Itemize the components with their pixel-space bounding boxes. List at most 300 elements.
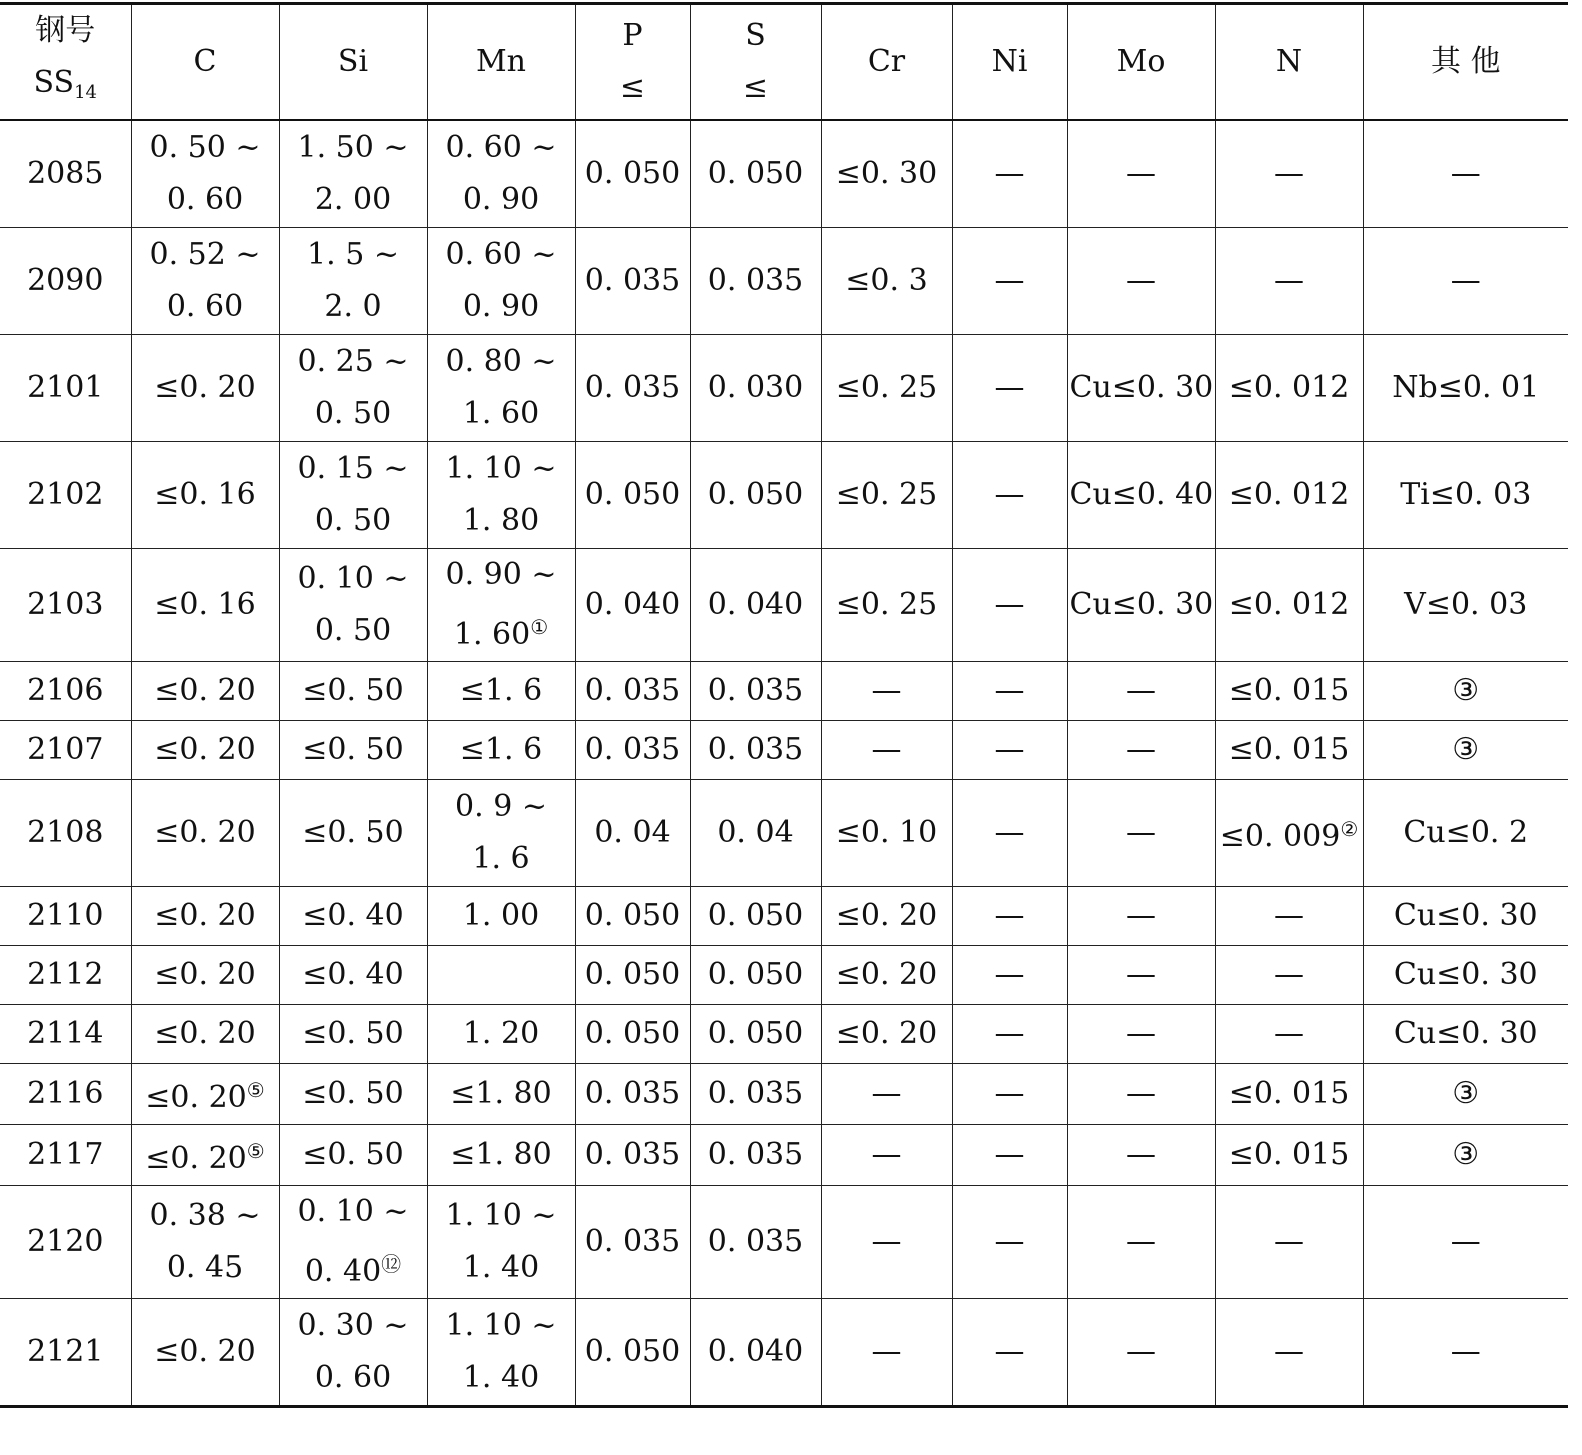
cell-mo xyxy=(1067,228,1215,335)
cell-n-value: ≤0. 015 xyxy=(1228,1076,1350,1111)
cell-si xyxy=(279,1005,427,1064)
cell-mo-value: — xyxy=(1126,156,1156,191)
cell-c-value: ≤0. 20 xyxy=(154,957,256,992)
cell-ni xyxy=(952,780,1067,887)
cell-mn xyxy=(427,1005,575,1064)
cell-c xyxy=(131,1125,279,1186)
cell-cr-value: ≤0. 20 xyxy=(835,957,938,992)
cell-mn-value: 0. 90 xyxy=(462,289,540,324)
cell-si-line xyxy=(282,281,425,333)
cell-mo xyxy=(1067,721,1215,780)
header-mn: Mn xyxy=(427,4,575,121)
cell-other xyxy=(1363,1125,1568,1186)
cell-si xyxy=(279,1064,427,1125)
cell-si-line xyxy=(282,443,425,495)
cell-n-value: ≤0. 012 xyxy=(1228,370,1350,405)
cell-n-value: — xyxy=(1274,898,1304,933)
cell-n-value: — xyxy=(1274,263,1304,298)
cell-si xyxy=(279,946,427,1005)
cell-mn xyxy=(427,946,575,1005)
cell-grade xyxy=(0,1005,131,1064)
cell-other-value: ③ xyxy=(1452,673,1480,708)
cell-ni-value: — xyxy=(994,1224,1025,1259)
header-s-label: S xyxy=(745,18,766,53)
cell-mn-value: 0. 90 xyxy=(462,182,540,217)
cell-s xyxy=(690,228,821,335)
cell-mn-line xyxy=(430,495,573,547)
cell-mn-line xyxy=(430,122,573,174)
cell-other xyxy=(1363,946,1568,1005)
cell-c-line xyxy=(134,1242,277,1294)
cell-c-line xyxy=(134,174,277,226)
cell-s xyxy=(690,1005,821,1064)
header-row xyxy=(0,4,1568,121)
cell-n xyxy=(1215,335,1363,442)
cell-grade-value: 2090 xyxy=(27,263,104,298)
cell-si xyxy=(279,887,427,946)
cell-cr xyxy=(821,780,952,887)
cell-other-value: Cu≤0. 30 xyxy=(1393,898,1538,933)
header-p xyxy=(575,4,690,121)
cell-si-value: 0. 25 ~ xyxy=(297,344,409,379)
header-grade-standard-subscript: 14 xyxy=(74,82,97,103)
cell-cr xyxy=(821,1005,952,1064)
cell-mn-line xyxy=(430,336,573,388)
cell-ni xyxy=(952,1186,1067,1299)
cell-n xyxy=(1215,946,1363,1005)
cell-c-value: ≤0. 20 xyxy=(154,898,256,933)
cell-p-value: 0. 035 xyxy=(584,1076,681,1111)
cell-n-value: ≤0. 015 xyxy=(1228,673,1350,708)
cell-ni xyxy=(952,1064,1067,1125)
cell-s-value: 0. 050 xyxy=(707,477,804,512)
header-p-max: ≤ xyxy=(619,70,646,105)
cell-other-value: Nb≤0. 01 xyxy=(1392,370,1540,405)
cell-other xyxy=(1363,120,1568,228)
cell-mn xyxy=(427,1299,575,1407)
cell-mn xyxy=(427,662,575,721)
cell-c-value: 0. 45 xyxy=(166,1250,244,1285)
cell-mo-value: — xyxy=(1126,957,1156,992)
cell-c xyxy=(131,549,279,662)
cell-s xyxy=(690,1125,821,1186)
cell-si-value: 0. 40 xyxy=(304,1254,382,1289)
cell-other-value: ③ xyxy=(1452,1076,1480,1111)
cell-mn-value: 1. 20 xyxy=(462,1016,540,1051)
cell-si-value: 0. 15 ~ xyxy=(297,451,409,486)
cell-grade xyxy=(0,228,131,335)
cell-c-value: ≤0. 20 xyxy=(154,1016,256,1051)
cell-c-value: 0. 60 xyxy=(166,182,244,217)
cell-cr xyxy=(821,120,952,228)
cell-cr-value: — xyxy=(871,1334,902,1369)
cell-other-value: — xyxy=(1450,156,1481,191)
cell-cr xyxy=(821,549,952,662)
header-p-label: P xyxy=(622,18,643,53)
cell-cr xyxy=(821,228,952,335)
cell-n xyxy=(1215,1299,1363,1407)
cell-p-value: 0. 050 xyxy=(584,156,681,191)
cell-mn-line xyxy=(430,781,573,833)
cell-p-value: 0. 050 xyxy=(584,957,681,992)
cell-si-value: ≤0. 40 xyxy=(302,957,404,992)
cell-ni-value: — xyxy=(994,898,1025,933)
cell-cr-value: — xyxy=(871,673,902,708)
cell-cr-value: ≤0. 25 xyxy=(835,370,938,405)
cell-p xyxy=(575,887,690,946)
cell-cr xyxy=(821,335,952,442)
cell-si-line xyxy=(282,336,425,388)
cell-c-line xyxy=(134,1190,277,1242)
cell-n xyxy=(1215,1125,1363,1186)
cell-cr-value: — xyxy=(871,732,902,767)
table-row xyxy=(0,228,1568,335)
cell-mo xyxy=(1067,549,1215,662)
cell-p-value: 0. 050 xyxy=(584,1334,681,1369)
cell-mn-value: 1. 80 xyxy=(462,503,540,538)
cell-c xyxy=(131,335,279,442)
cell-c xyxy=(131,662,279,721)
cell-mn-line xyxy=(430,174,573,226)
cell-si-line xyxy=(282,605,425,657)
cell-si xyxy=(279,442,427,549)
cell-si xyxy=(279,662,427,721)
cell-n xyxy=(1215,780,1363,887)
cell-other-value: Ti≤0. 03 xyxy=(1400,477,1532,512)
cell-mn-value: 0. 60 ~ xyxy=(445,237,557,272)
cell-n-value: — xyxy=(1274,156,1304,191)
footnote-marker: ② xyxy=(1340,817,1359,841)
cell-s-value: 0. 050 xyxy=(707,898,804,933)
table-row xyxy=(0,120,1568,228)
cell-si-value: 2. 0 xyxy=(324,289,382,324)
cell-c-value: ≤0. 16 xyxy=(154,477,256,512)
cell-other xyxy=(1363,335,1568,442)
cell-cr-value: ≤0. 20 xyxy=(835,898,938,933)
cell-n xyxy=(1215,887,1363,946)
cell-si-line xyxy=(282,1238,425,1298)
cell-ni xyxy=(952,442,1067,549)
cell-s xyxy=(690,946,821,1005)
cell-p xyxy=(575,1299,690,1407)
cell-c xyxy=(131,946,279,1005)
cell-ni-value: — xyxy=(994,732,1025,767)
cell-c-value: ≤0. 20 xyxy=(154,1334,256,1369)
cell-ni-value: — xyxy=(994,263,1025,298)
cell-grade-value: 2108 xyxy=(27,815,104,850)
cell-p xyxy=(575,1064,690,1125)
cell-cr xyxy=(821,887,952,946)
cell-mo-value: Cu≤0. 40 xyxy=(1069,477,1214,512)
cell-c xyxy=(131,228,279,335)
cell-cr xyxy=(821,946,952,1005)
cell-mo xyxy=(1067,442,1215,549)
cell-s-value: 0. 040 xyxy=(707,587,804,622)
header-c: C xyxy=(131,4,279,121)
cell-grade xyxy=(0,549,131,662)
cell-c xyxy=(131,1064,279,1125)
cell-c xyxy=(131,1186,279,1299)
cell-mo xyxy=(1067,887,1215,946)
cell-s-value: 0. 035 xyxy=(707,1076,804,1111)
cell-other-value: — xyxy=(1450,263,1481,298)
table-row xyxy=(0,1186,1568,1299)
cell-c-value: ≤0. 16 xyxy=(154,587,256,622)
cell-s xyxy=(690,1064,821,1125)
cell-mo-value: — xyxy=(1126,673,1156,708)
cell-n xyxy=(1215,1186,1363,1299)
cell-cr-value: ≤0. 3 xyxy=(845,263,928,298)
header-s xyxy=(690,4,821,121)
cell-other xyxy=(1363,1005,1568,1064)
cell-n xyxy=(1215,228,1363,335)
cell-grade-value: 2120 xyxy=(27,1224,104,1259)
cell-p xyxy=(575,442,690,549)
cell-c-value: ≤0. 20 xyxy=(145,1080,247,1115)
cell-c xyxy=(131,1005,279,1064)
header-s-max: ≤ xyxy=(742,70,769,105)
cell-si-value: ≤0. 50 xyxy=(302,1016,404,1051)
cell-grade xyxy=(0,120,131,228)
cell-c xyxy=(131,120,279,228)
cell-mo-value: — xyxy=(1126,1016,1156,1051)
cell-mn-value: 1. 60 xyxy=(462,396,540,431)
cell-si-line xyxy=(282,174,425,226)
cell-s-value: 0. 030 xyxy=(707,370,804,405)
cell-other-value: ③ xyxy=(1452,1137,1480,1172)
cell-c xyxy=(131,721,279,780)
cell-si-value: ≤0. 50 xyxy=(302,1137,404,1172)
cell-grade xyxy=(0,1064,131,1125)
cell-p-value: 0. 050 xyxy=(584,477,681,512)
cell-grade-value: 2085 xyxy=(27,156,104,191)
cell-mn-value: ≤1. 80 xyxy=(450,1076,552,1111)
cell-si xyxy=(279,780,427,887)
cell-other xyxy=(1363,228,1568,335)
cell-cr xyxy=(821,1299,952,1407)
cell-other xyxy=(1363,1186,1568,1299)
cell-p-value: 0. 050 xyxy=(584,898,681,933)
cell-mn xyxy=(427,228,575,335)
cell-mn xyxy=(427,442,575,549)
cell-ni-value: — xyxy=(994,815,1025,850)
cell-c xyxy=(131,887,279,946)
cell-s-value: 0. 035 xyxy=(707,263,804,298)
cell-mn-value: 1. 40 xyxy=(462,1360,540,1395)
cell-c-value: 0. 50 ~ xyxy=(149,130,261,165)
cell-si-line xyxy=(282,553,425,605)
cell-other xyxy=(1363,1064,1568,1125)
table-row xyxy=(0,1125,1568,1186)
cell-p-value: 0. 04 xyxy=(594,815,671,850)
table-row xyxy=(0,1064,1568,1125)
cell-cr xyxy=(821,442,952,549)
cell-mo xyxy=(1067,1064,1215,1125)
cell-s-value: 0. 050 xyxy=(707,957,804,992)
cell-grade xyxy=(0,887,131,946)
cell-cr-value: — xyxy=(871,1076,902,1111)
cell-mn-line xyxy=(430,443,573,495)
cell-mo xyxy=(1067,1186,1215,1299)
cell-ni xyxy=(952,946,1067,1005)
cell-s xyxy=(690,662,821,721)
footnote-marker: ⑤ xyxy=(246,1139,265,1163)
cell-c-value: ≤0. 20 xyxy=(145,1141,247,1176)
cell-si-value: 0. 50 xyxy=(314,396,392,431)
cell-mn-value: 1. 6 xyxy=(472,841,530,876)
cell-mn xyxy=(427,721,575,780)
cell-mn-value: 0. 80 ~ xyxy=(445,344,557,379)
cell-other xyxy=(1363,887,1568,946)
cell-mn xyxy=(427,887,575,946)
cell-ni-value: — xyxy=(994,587,1025,622)
cell-n xyxy=(1215,662,1363,721)
cell-ni-value: — xyxy=(994,1016,1025,1051)
cell-si-line xyxy=(282,1352,425,1404)
cell-grade-value: 2106 xyxy=(27,673,104,708)
cell-mo-value: — xyxy=(1126,263,1156,298)
cell-mn-value: 0. 60 ~ xyxy=(445,130,557,165)
footnote-marker: ⑫ xyxy=(381,1252,402,1276)
table-row xyxy=(0,780,1568,887)
cell-p xyxy=(575,1186,690,1299)
cell-ni-value: — xyxy=(994,1137,1025,1172)
cell-grade xyxy=(0,1186,131,1299)
cell-s-value: 0. 035 xyxy=(707,1224,804,1259)
cell-ni xyxy=(952,887,1067,946)
cell-grade-value: 2101 xyxy=(27,370,104,405)
cell-si-line xyxy=(282,229,425,281)
cell-mo-value: — xyxy=(1126,1137,1156,1172)
cell-mn xyxy=(427,1125,575,1186)
cell-p-value: 0. 035 xyxy=(584,1137,681,1172)
table-row xyxy=(0,335,1568,442)
cell-grade xyxy=(0,721,131,780)
cell-grade-value: 2103 xyxy=(27,587,104,622)
cell-s xyxy=(690,887,821,946)
cell-si-value: ≤0. 50 xyxy=(302,732,404,767)
cell-mn-value: 1. 10 ~ xyxy=(445,1198,557,1233)
cell-s-value: 0. 050 xyxy=(707,1016,804,1051)
cell-n xyxy=(1215,1005,1363,1064)
cell-p-value: 0. 035 xyxy=(584,263,681,298)
cell-mn xyxy=(427,780,575,887)
cell-grade-value: 2116 xyxy=(27,1076,104,1111)
cell-s xyxy=(690,780,821,887)
cell-p xyxy=(575,780,690,887)
cell-grade-value: 2117 xyxy=(27,1137,104,1172)
cell-ni xyxy=(952,1005,1067,1064)
cell-si xyxy=(279,1125,427,1186)
cell-n-value: — xyxy=(1274,1334,1304,1369)
cell-p-value: 0. 035 xyxy=(584,732,681,767)
cell-grade-value: 2112 xyxy=(27,957,104,992)
cell-grade-value: 2114 xyxy=(27,1016,104,1051)
cell-other xyxy=(1363,721,1568,780)
header-other: 其 他 xyxy=(1363,4,1568,121)
cell-mn-value: 1. 00 xyxy=(462,898,540,933)
cell-p xyxy=(575,946,690,1005)
cell-si xyxy=(279,120,427,228)
table-row xyxy=(0,887,1568,946)
cell-si-value: 0. 60 xyxy=(314,1360,392,1395)
cell-ni xyxy=(952,1299,1067,1407)
cell-cr-value: ≤0. 10 xyxy=(835,815,938,850)
cell-ni xyxy=(952,228,1067,335)
cell-c-line xyxy=(134,122,277,174)
cell-s-value: 0. 035 xyxy=(707,673,804,708)
cell-s-value: 0. 035 xyxy=(707,1137,804,1172)
cell-si-value: ≤0. 50 xyxy=(302,1076,404,1111)
cell-mn-line xyxy=(430,1300,573,1352)
cell-si-value: ≤0. 50 xyxy=(302,673,404,708)
cell-n xyxy=(1215,442,1363,549)
cell-p xyxy=(575,1125,690,1186)
cell-s-value: 0. 04 xyxy=(717,815,794,850)
footnote-marker: ① xyxy=(530,615,549,639)
cell-si-value: 0. 10 ~ xyxy=(297,1194,409,1229)
cell-s-value: 0. 035 xyxy=(707,732,804,767)
cell-si-value: 1. 5 ~ xyxy=(307,237,399,272)
cell-ni-value: — xyxy=(994,1334,1025,1369)
cell-p xyxy=(575,549,690,662)
table-row xyxy=(0,549,1568,662)
cell-p xyxy=(575,1005,690,1064)
cell-other-value: Cu≤0. 2 xyxy=(1403,815,1529,850)
cell-mo-value: — xyxy=(1126,898,1156,933)
cell-cr xyxy=(821,1064,952,1125)
steel-composition-table xyxy=(0,2,1568,1408)
cell-other xyxy=(1363,662,1568,721)
table-row xyxy=(0,946,1568,1005)
header-si: Si xyxy=(279,4,427,121)
cell-c-value: ≤0. 20 xyxy=(154,673,256,708)
cell-n-value: — xyxy=(1274,1016,1304,1051)
cell-other-value: ③ xyxy=(1452,732,1480,767)
cell-si-line xyxy=(282,495,425,547)
cell-grade xyxy=(0,335,131,442)
cell-c-line xyxy=(134,229,277,281)
header-grade-standard xyxy=(2,57,129,119)
cell-ni xyxy=(952,1125,1067,1186)
cell-si-value: ≤0. 50 xyxy=(302,815,404,850)
cell-c-value: ≤0. 20 xyxy=(154,732,256,767)
cell-mn-line xyxy=(430,1242,573,1294)
cell-si-value: 1. 50 ~ xyxy=(297,130,409,165)
cell-mn xyxy=(427,335,575,442)
cell-ni-value: — xyxy=(994,156,1025,191)
cell-n-value: ≤0. 012 xyxy=(1228,477,1350,512)
cell-mn-line xyxy=(430,601,573,661)
cell-si-line xyxy=(282,388,425,440)
cell-mo xyxy=(1067,946,1215,1005)
table-body xyxy=(0,120,1568,1407)
cell-mo xyxy=(1067,120,1215,228)
cell-ni xyxy=(952,120,1067,228)
cell-cr-value: — xyxy=(871,1224,902,1259)
cell-grade-value: 2102 xyxy=(27,477,104,512)
table-row xyxy=(0,1005,1568,1064)
cell-si xyxy=(279,1299,427,1407)
cell-ni-value: — xyxy=(994,1076,1025,1111)
cell-mn-line xyxy=(430,1352,573,1404)
table-row xyxy=(0,721,1568,780)
cell-si xyxy=(279,721,427,780)
cell-other-value: Cu≤0. 30 xyxy=(1393,1016,1538,1051)
cell-n xyxy=(1215,549,1363,662)
table-row xyxy=(0,442,1568,549)
cell-grade xyxy=(0,662,131,721)
